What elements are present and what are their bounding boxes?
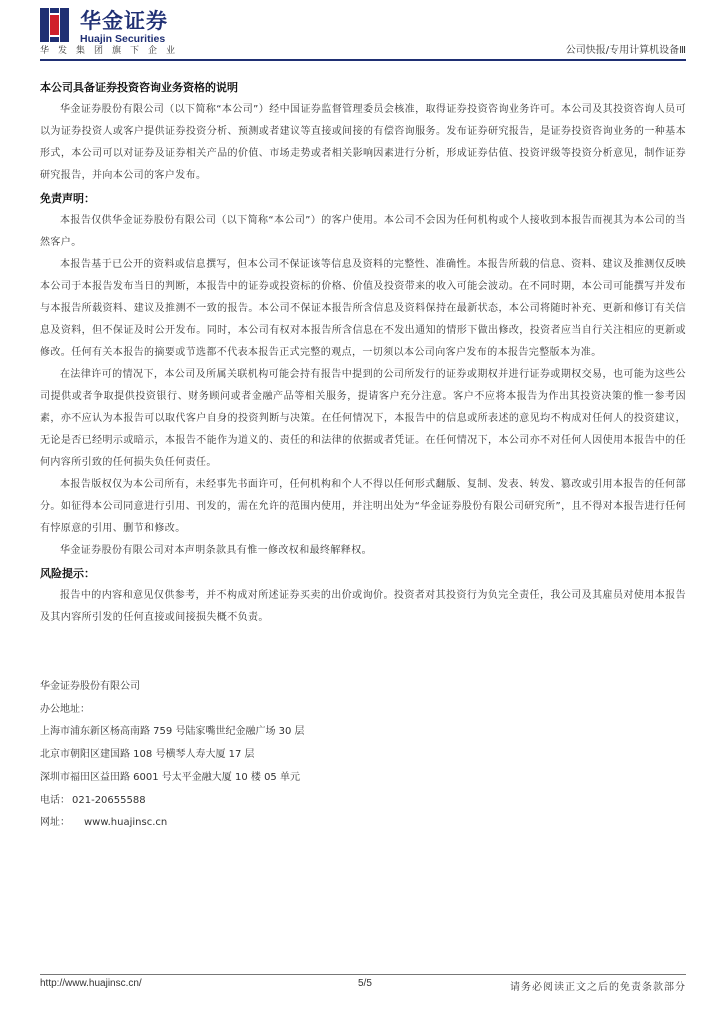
company-name: 华金证券股份有限公司 xyxy=(40,681,140,692)
header-divider xyxy=(40,59,686,61)
website-line xyxy=(40,812,540,835)
footer-divider xyxy=(40,974,686,975)
qualification-section-title: 本公司具备证券投资咨询业务资格的说明 xyxy=(40,81,238,94)
footer-url-link[interactable]: http://www.huajinsc.cn/ xyxy=(40,978,142,989)
qualification-paragraph: 华金证券股份有限公司（以下简称“本公司”）经中国证券监督管理委员会核准，取得证券投资咨询业务许可。本公司及其投资咨询人员可以为证券投资人或客户提供证券投资分析、预测或者建议等直接或间接的有偿咨询服务。发布证券研究报告，是证券投资咨询业务的一种基本形式，本公司可以对证券及证券相关产品的价值、市场走势或者相关影响因素进行分析，形成证券估值、投资评级等投资分析意见，制作证券研究报告，并向本公司的客户发布。 xyxy=(40,104,686,181)
phone-line xyxy=(40,790,540,813)
document-body xyxy=(40,80,686,629)
page-number: 5/5 xyxy=(358,978,372,989)
disclaimer-paragraph: 本报告仅供华金证券股份有限公司（以下简称“本公司”）的客户使用。本公司不会因为任何机构或个人接收到本报告而视其为本公司的当然客户。 xyxy=(40,215,686,248)
website-link[interactable]: www.huajinsc.cn xyxy=(84,817,168,829)
address-shanghai: 上海市浦东新区杨高南路 759 号陆家嘴世纪金融广场 30 层 xyxy=(40,726,305,738)
footer-disclaimer-notice: 请务必阅读正文之后的免责条款部分 xyxy=(510,982,686,993)
report-type-label: 公司快报/专用计算机设备Ⅲ xyxy=(565,45,686,56)
disclaimer-paragraph: 华金证券股份有限公司对本声明条款具有惟一修改权和最终解释权。 xyxy=(60,545,372,556)
logo-english-name: Huajin Securities xyxy=(80,33,166,45)
group-affiliation: 华发集团旗下企业 xyxy=(40,46,185,56)
risk-paragraph: 报告中的内容和意见仅供参考，并不构成对所述证券买卖的出价或询价。投资者对其投资行为负完全责任，我公司及其雇员对使用本报告及其内容所引发的任何直接或间接损失概不负责。 xyxy=(40,590,686,623)
logo-chinese-name: 华金证券 xyxy=(80,9,168,33)
contact-info xyxy=(40,676,540,835)
address-shenzhen: 深圳市福田区益田路 6001 号太平金融大厦 10 楼 05 单元 xyxy=(40,771,300,783)
disclaimer-paragraph: 在法律许可的情况下，本公司及所属关联机构可能会持有报告中提到的公司所发行的证券或期权并进行证券或期权交易，也可能为这些公司提供或者争取提供投资银行、财务顾问或者金融产品等相关服务，提请客户充分注意。客户不应将本报告为作出其投资决策的惟一参考因素，亦不应认为本报告可以取代客户自身的投资判断与决策。在任何情况下，本报告中的信息或所表述的意见均不构成对任何人的投资建议，无论是否已经明示或暗示，本报告不能作为道义的、责任的和法律的依据或者凭证。在任何情况下，本公司亦不对任何人因使用本报告中的任何内容所引致的任何损失负任何责任。 xyxy=(40,369,686,468)
address-label: 办公地址： xyxy=(40,703,90,715)
website-label: 网址： xyxy=(40,817,70,829)
disclaimer-paragraph: 本报告版权仅为本公司所有，未经事先书面许可，任何机构和个人不得以任何形式翻版、复制、发表、转发、篡改或引用本报告的任何部分。如征得本公司同意进行引用、刊发的，需在允许的范围内使用，并注明出处为“华金证券股份有限公司研究所”，且不得对本报告进行任何有悖原意的引用、删节和修改。 xyxy=(40,479,686,534)
disclaimer-section-title: 免责声明： xyxy=(40,192,95,205)
page-footer xyxy=(40,978,686,992)
page-header xyxy=(40,8,686,60)
address-beijing: 北京市朝阳区建国路 108 号横琴人寿大厦 17 层 xyxy=(40,749,255,761)
risk-section-title: 风险提示： xyxy=(40,567,95,580)
phone-number: 021-20655588 xyxy=(72,794,146,806)
phone-label: 电话： xyxy=(40,794,70,806)
disclaimer-paragraph: 本报告基于已公开的资料或信息撰写，但本公司不保证该等信息及资料的完整性、准确性。本报告所载的信息、资料、建议及推测仅反映本公司于本报告发布当日的判断，本报告中的证券或投资标的价格、价值及投资带来的收入可能会波动。在不同时期，本公司可能撰写并发布与本报告所载资料、建议及推测不一致的报告。本公司不保证本报告所含信息及资料保持在最新状态，本公司将随时补充、更新和修订有关信息及资料，但不保证及时公开发布。同时，本公司有权对本报告所含信息在不发出通知的情形下做出修改，投资者应当自行关注相应的更新或修改。任何有关本报告的摘要或节选都不代表本报告正式完整的观点，一切须以本公司向客户发布的本报告完整版本为准。 xyxy=(40,259,686,358)
huajin-logo-icon xyxy=(40,8,70,42)
